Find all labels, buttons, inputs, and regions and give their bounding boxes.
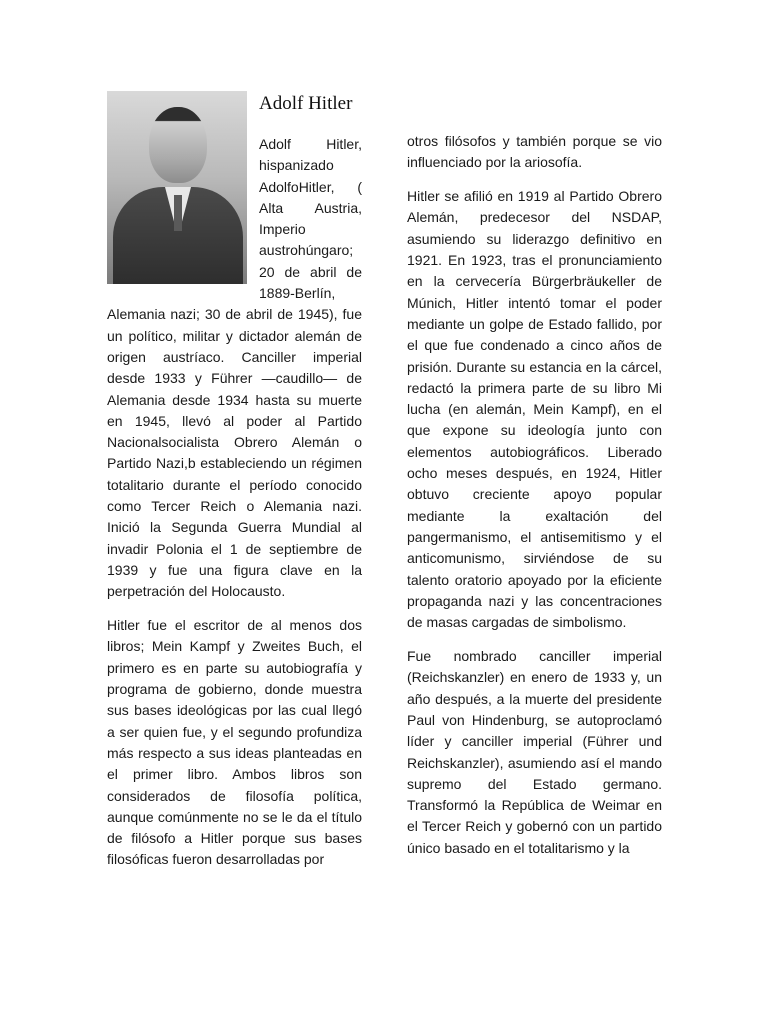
article-title: Adolf Hitler: [259, 93, 353, 114]
right-column: [407, 131, 662, 872]
paragraph: otros filósofos y también porque se vio influenciado por la ariosofía.: [407, 133, 662, 171]
photo-figure-tie: [174, 195, 182, 231]
paragraph: Fue nombrado canciller imperial (Reichskanzler) en enero de 1933 y, un año después, a la muerte del presidente Paul von Hindenburg, se autoproclamó líder y canciller imperial (Führer und Reichskanzler), asumiendo así el mando supremo del Estado germano. Transformó la República de Weimar en el Tercer Reich y gobernó con un partido único basado en el totalitarismo y la: [407, 648, 662, 856]
paragraph: Hitler fue el escritor de al menos dos libros; Mein Kampf y Zweites Buch, el primero es en parte su autobiografía y programa de gobierno, donde muestra sus bases ideológicas por las cual llegó a ser quien fue, y el segundo profundiza más respecto a sus ideas planteadas en el primer libro. Ambos libros son considerados de filosofía política, aunque comúnmente no se le da el título de filósofo a Hitler porque sus bases filosóficas fueron desarrolladas por: [107, 617, 362, 868]
left-column: [107, 134, 362, 883]
paragraph: Hitler se afilió en 1919 al Partido Obrero Alemán, predecesor del NSDAP, asumiendo su liderazgo definitivo en 1921. En 1923, tras el pronunciamiento en la cervecería Bürgerbräukeller de Múnich, Hitler intentó tomar el poder mediante un golpe de Estado fallido, por el que fue condenado a cinco años de prisión. Durante su estancia en la cárcel, redactó la primera parte de su libro Mi lucha (en alemán, Mein Kampf), en el que expone su ideología junto con elementos autobiográficos. Liberado ocho meses después, en 1924, Hitler obtuvo creciente apoyo popular mediante la exaltación del pangermanismo, el antisemitismo y el anticomunismo, sirviéndose de su talento oratorio apoyado por la eficiente propaganda nazi y las concentraciones de masas cargadas de simbolismo.: [407, 188, 662, 631]
photo-figure-head: [149, 107, 207, 183]
portrait-photo: [107, 91, 247, 284]
paragraph: Adolf Hitler, hispanizado AdolfoHitler, ( Alta Austria, Imperio austrohúngaro; 20 de abril de 1889-Berlín, Alemania nazi; 30 de abril de 1945), fue un político, militar y dictador alemán de origen austríaco. Canciller imperial desde 1933 y Führer —caudillo— de Alemania desde 1934 hasta su muerte en 1945, llevó al poder al Partido Nacionalsocialista Obrero Alemán o Partido Nazi,b estableciendo un régimen totalitario durante el período conocido como Tercer Reich o Alemania nazi. Inició la Segunda Guerra Mundial al invadir Polonia el 1 de septiembre de 1939 y fue una figura clave en la perpetración del Holocausto.: [107, 136, 362, 600]
